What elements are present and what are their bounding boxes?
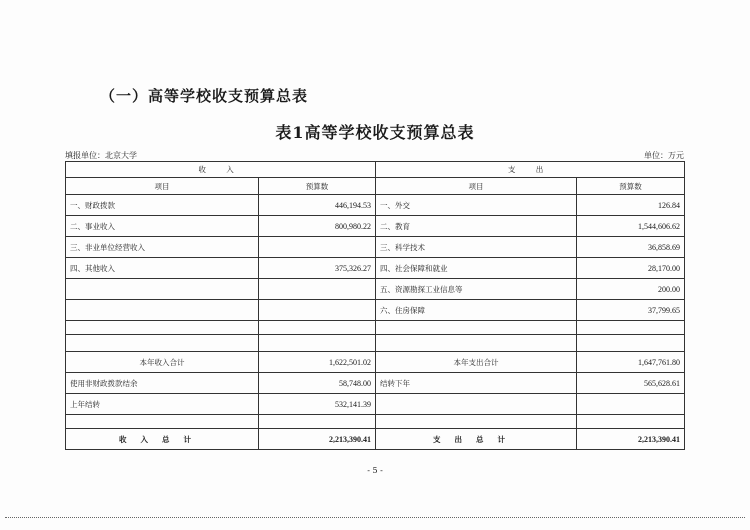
table-header-row: [66, 162, 685, 178]
carry-out-value: 565,628.61: [577, 373, 685, 394]
income-item: 一、财政拨款: [66, 195, 259, 216]
expense-header: 支 出: [376, 162, 685, 178]
expense-budget-header: 预算数: [577, 178, 685, 195]
carry-out-label: 结转下年: [376, 373, 577, 394]
income-item: 三、非业单位经营收入: [66, 237, 259, 258]
expense-item: 四、社会保障和就业: [376, 258, 577, 279]
expense-value: 28,170.00: [577, 258, 685, 279]
table-row: [66, 258, 685, 279]
subtotal-row: [66, 352, 685, 373]
expense-item: 三、科学技术: [376, 237, 577, 258]
income-subtotal-value: 1,622,501.02: [259, 352, 376, 373]
income-item: 二、事业收入: [66, 216, 259, 237]
scan-edge-line: [5, 517, 745, 518]
table-row: [66, 321, 685, 335]
expense-value: 1,544,606.62: [577, 216, 685, 237]
table-row: [66, 335, 685, 352]
carry-in-value: 532,141.39: [259, 394, 376, 415]
expense-value: 36,858.69: [577, 237, 685, 258]
expense-value: 37,799.65: [577, 300, 685, 321]
balance-label: 使用非财政拨款结余: [66, 373, 259, 394]
income-value: 800,980.22: [259, 216, 376, 237]
balance-value: 58,748.00: [259, 373, 376, 394]
page-number: - 5 -: [367, 466, 383, 475]
carry-in-label: 上年结转: [66, 394, 259, 415]
income-header: 收 入: [66, 162, 376, 178]
expense-subtotal-value: 1,647,761.80: [577, 352, 685, 373]
income-value: 446,194.53: [259, 195, 376, 216]
section-heading: （一）高等学校收支预算总表: [100, 87, 309, 105]
expense-value: 200.00: [577, 279, 685, 300]
expense-item: 六、住房保障: [376, 300, 577, 321]
column-header-row: [66, 178, 685, 195]
expense-subtotal-label: 本年支出合计: [376, 352, 577, 373]
income-total-value: 2,213,390.41: [259, 429, 376, 450]
table-row: [66, 373, 685, 394]
income-value: 375,326.27: [259, 258, 376, 279]
table-row: [66, 237, 685, 258]
reporting-unit: 填报单位：北京大学: [65, 151, 137, 160]
income-item-header: 项目: [66, 178, 259, 195]
income-subtotal-label: 本年收入合计: [66, 352, 259, 373]
table-title: 表1高等学校收支预算总表: [275, 123, 475, 142]
table-row: [66, 279, 685, 300]
budget-table: [65, 161, 685, 450]
table-row: [66, 300, 685, 321]
expense-value: 126.84: [577, 195, 685, 216]
expense-item: 五、资源勘探工业信息等: [376, 279, 577, 300]
table-row: [66, 415, 685, 429]
table-row: [66, 195, 685, 216]
income-value: [259, 237, 376, 258]
income-budget-header: 预算数: [259, 178, 376, 195]
unit-label: 单位：万元: [644, 151, 684, 160]
expense-item: 二、教育: [376, 216, 577, 237]
expense-item: 一、外交: [376, 195, 577, 216]
total-row: [66, 429, 685, 450]
income-item: 四、其他收入: [66, 258, 259, 279]
expense-item-header: 项目: [376, 178, 577, 195]
expense-total-label: 支出总计: [376, 429, 577, 450]
table-row: [66, 216, 685, 237]
table-row: [66, 394, 685, 415]
income-total-label: 收入总计: [66, 429, 259, 450]
expense-total-value: 2,213,390.41: [577, 429, 685, 450]
